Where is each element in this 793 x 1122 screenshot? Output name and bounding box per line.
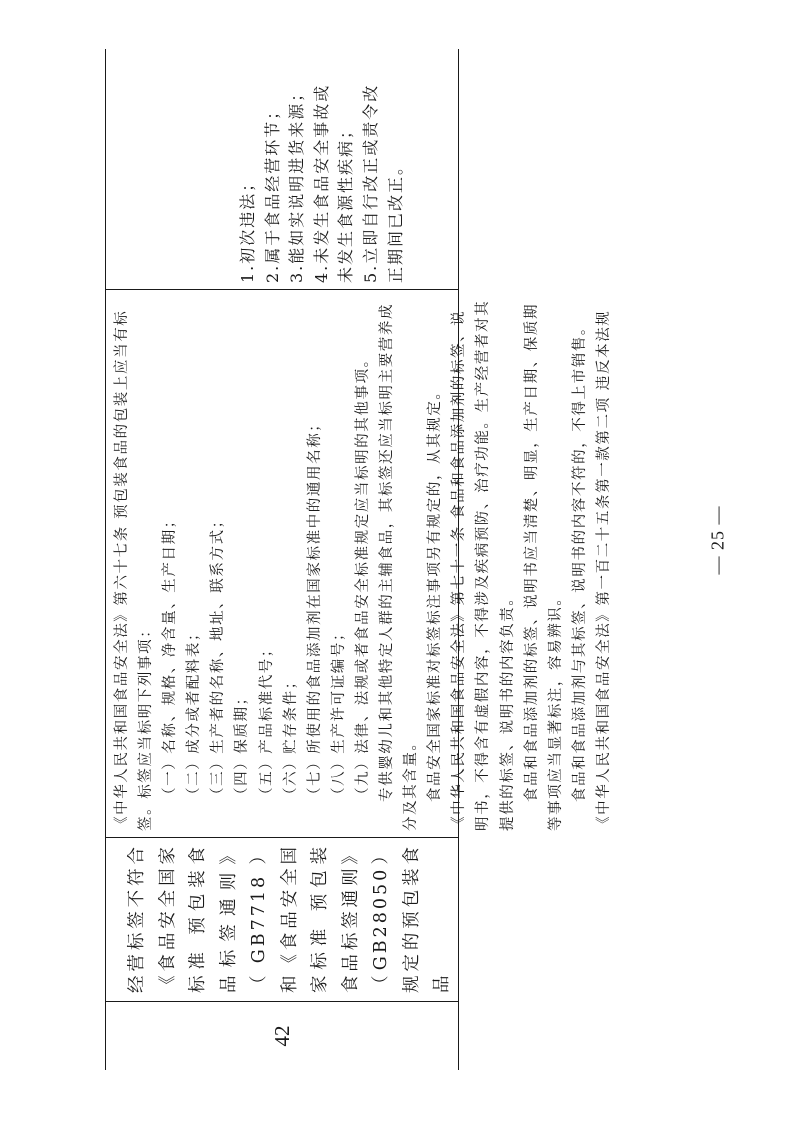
legal-basis-line: 提供的标签、说明书的内容负责。 [499, 589, 516, 831]
legal-basis-line: 食品安全国家标准对标签标注事项另有规定的，从其规定。 [427, 383, 444, 802]
legal-basis-line: （二）成分或者配料表； [186, 624, 203, 802]
applicable-conditions [106, 49, 458, 289]
legal-basis-line: 食品和食品添加剂与其标签、说明书的内容不符的，不得上市销售。 [571, 319, 588, 802]
legal-basis-line: （三）生产者的名称、地址、联系方式； [210, 512, 227, 802]
condition-line: 2.属于食品经营环节； [262, 101, 282, 283]
legal-basis-line: （五）产品标准代号； [258, 641, 275, 802]
legal-basis-line: 《中华人民共和国食品安全法》第一百二十五条第一款第二项 违反本法规 [595, 309, 612, 831]
legal-basis [106, 289, 612, 837]
legal-basis-line: 《中华人民共和国食品安全法》第六十七条 预包装食品的包装上应当有标 [114, 309, 130, 831]
legal-basis-line: （九）法律、法规或者食品安全标准规定应当标明的其他事项。 [354, 351, 371, 802]
page-number-text: — 25 — [707, 505, 728, 575]
legal-basis-line: 等事项应当显著标注，容易辨识。 [547, 589, 564, 831]
violation-topic: 经营标签不符合《食品安全国家标准 预包装食品标签通则》（GB7718）和《食品安全国家标准 预包装食品标签通则》（GB28050）规定的预包装食品 [106, 837, 458, 1001]
condition-line: 5.立即自行改正或责令改 [360, 83, 380, 283]
legal-basis-line: 专供婴幼儿和其他特定人群的主辅食品，其标签还应当标明主要营养成 [379, 302, 396, 802]
condition-line: 正期间已改正。 [385, 156, 405, 283]
legal-basis-line: 明书，不得含有虚假内容，不得涉及疾病预防、治疗功能。生产经营者对其 [475, 299, 492, 831]
legal-basis-line: 分及其含量。 [403, 734, 420, 831]
condition-line: 未发生食源性疾病； [336, 120, 356, 283]
condition-line: 3.能如实说明进货来源； [287, 83, 307, 283]
legal-basis-line: （八）生产许可证编号； [330, 624, 347, 802]
condition-line: 4.未发生食品安全事故或 [311, 83, 331, 283]
row-number: 42 [106, 1001, 458, 1070]
legal-basis-line: （四）保质期； [234, 689, 251, 802]
legal-basis-line: 签。标签应当标明下列事项： [138, 621, 155, 831]
condition-line: 1.初次违法； [238, 173, 257, 283]
legal-basis-line: （六）贮存条件； [282, 673, 299, 802]
page-number [688, 480, 748, 600]
legal-basis-line: （一）名称、规格、净含量、生产日期； [162, 512, 179, 802]
legal-basis-line: （七）所使用的食品添加剂在国家标准中的通用名称； [306, 415, 323, 802]
legal-basis-line: 食品和食品添加剂的标签、说明书应当清楚、明显，生产日期、保质期 [523, 302, 540, 802]
legal-basis-line: 《中华人民共和国食品安全法》第七十一条 食品和食品添加剂的标签、说 [451, 309, 468, 831]
penalty-table [105, 49, 612, 1070]
